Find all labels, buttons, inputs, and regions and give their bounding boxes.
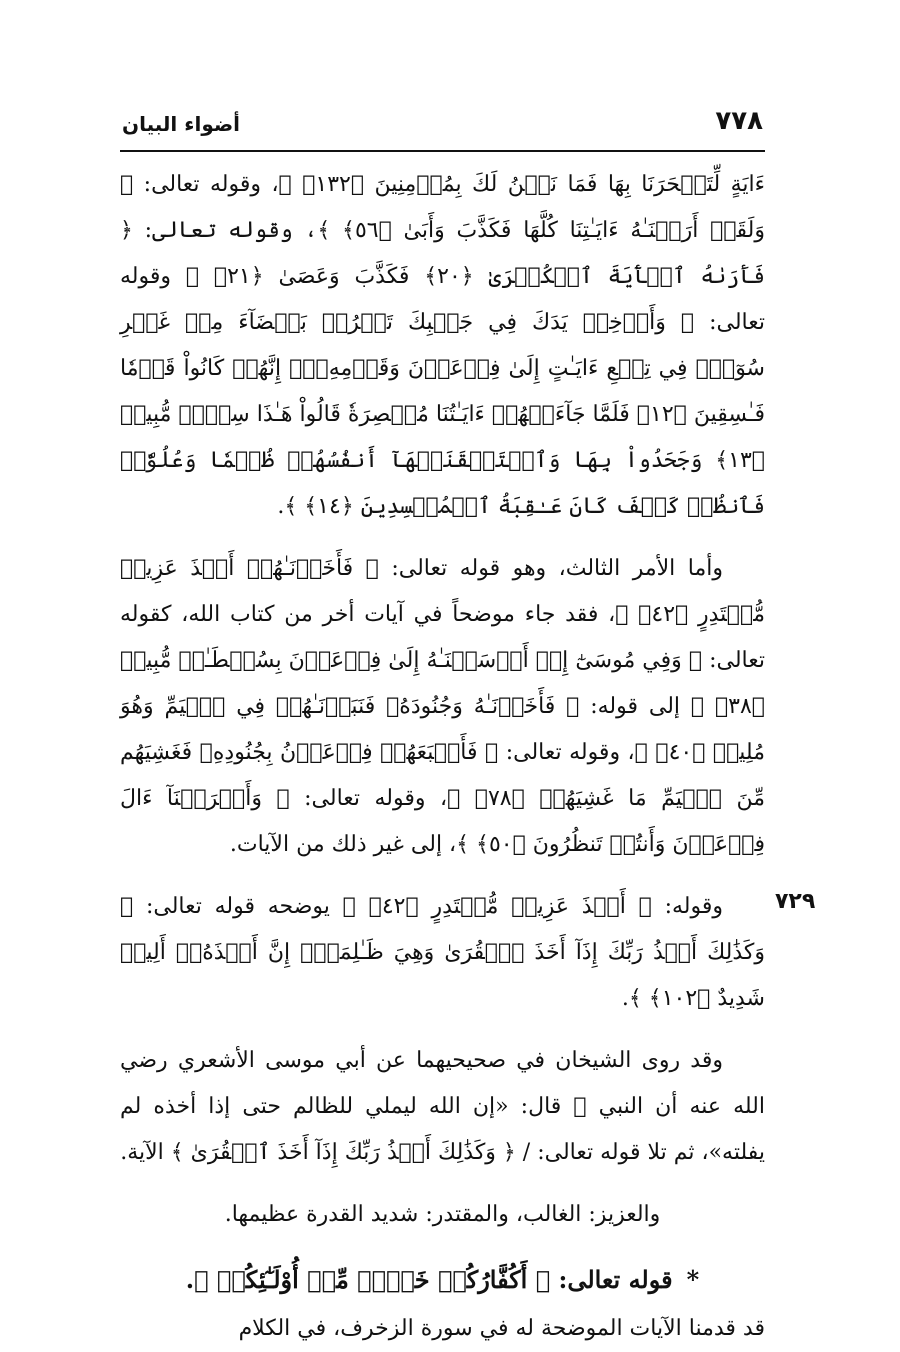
paragraph-final: قد قدمنا الآيات الموضحة له في سورة الزخرف، في الكلام [238, 1316, 765, 1341]
section-heading [120, 1254, 765, 1306]
page-header [120, 106, 765, 152]
paragraph-mighty-seizure: وقوله: ﴿ أَخۡذَ عَزِيزٖ مُّقۡتَدِرٍ ﴿٤٢﴾ ﴾ يوضحه قوله تعالى: ﴿ وَكَذَٰلِكَ أَخۡذُ رَبِّكَ إِذَآ أَخَذَ ٱلۡقُرَىٰ وَهِيَ ظَـٰلِمَةٌۚ إِنَّ أَخۡذَهُۥٓ أَلِيمٞ شَدِيدٌ ﴿١٠٢﴾ ﴾. [120, 894, 766, 1011]
running-title: أضواء البيان [122, 112, 241, 136]
marginal-page-reference: ٧٢٩ [775, 889, 816, 914]
paragraph-third-matter: وأما الأمر الثالث، وهو قوله تعالى: ﴿ فَأَخَذۡنَـٰهُمۡ أَخۡذَ عَزِيزٖ مُّقۡتَدِرٍ ﴿٤٢﴾ ﴾، فقد جاء موضحاً في آيات أخر من كتاب الله، كقوله تعالى: ﴿ وَفِي مُوسَىٰٓ إِذۡ أَرۡسَلۡنَـٰهُ إِلَىٰ فِرۡعَوۡنَ بِسُلۡطَـٰنٖ مُّبِينٖ ﴿٣٨﴾ ﴾ إلى قوله: ﴿ فَأَخَذۡنَـٰهُ وَجُنُودَهُۥ فَنَبَذۡنَـٰهُمۡ فِي ٱلۡيَمِّ وَهُوَ مُلِيمٞ ﴿٤٠﴾ ﴾، وقوله تعالى: ﴿ فَأَتۡبَعَهُمۡ فِرۡعَوۡنُ بِجُنُودِهِۦ فَغَشِيَهُم مِّنَ ٱلۡيَمِّ مَا غَشِيَهُمۡ ﴿٧٨﴾ ﴾، وقوله تعالى: ﴿ وَأَغۡرَقۡنَآ ءَالَ فِرۡعَوۡنَ وَأَنتُمۡ تَنظُرُونَ ﴿٥٠﴾ ﴾، إلى غير ذلك من الآيات. [120, 556, 766, 857]
page-body [120, 162, 765, 1352]
paragraph-hadith: وقد روى الشيخان في صحيحيهما عن أبي موسى الأشعري رضي الله عنه أن النبي ﷺ قال: «إن الله ليملي للظالم حتى إذا أخذه لم يفلته»، ثم تلا قوله تعالى: / ﴿ وَكَذَٰلِكَ أَخۡذُ رَبِّكَ إِذَآ أَخَذَ ٱلۡقُرَىٰ ﴾ الآية. [120, 1048, 765, 1165]
page-number: ٧٧٨ [715, 106, 763, 136]
paragraph-definitions: والعزيز: الغالب، والمقتدر: شديد القدرة عظيمها. [224, 1202, 661, 1227]
section-heading-text: قوله تعالى: ﴿ أَكُفَّارُكُمۡ خَيۡرٞ مِّنۡ أُوْلَـٰٓئِكُمۡ ﴾. [185, 1265, 673, 1294]
star-icon: * [686, 1265, 700, 1294]
paragraph-verses-continued: ءَايَةٍ لِّتَسۡحَرَنَا بِهَا فَمَا نَحۡنُ لَكَ بِمُؤۡمِنِينَ ﴿١٣٢﴾ ﴾، وقوله تعالى: ﴿ وَلَقَدۡ أَرَيۡنَـٰهُ ءَايَـٰتِنَا كُلَّهَا فَكَذَّبَ وَأَبَىٰ ﴿٥٦﴾ ﴾، وقوله تعالى: ﴿ فَأَرَىٰهُ ٱلۡأٓيَةَ ٱلۡكُبۡرَىٰ ﴿٢٠﴾ فَكَذَّبَ وَعَصَىٰ ﴿٢١﴾ ﴾ وقوله تعالى: ﴿ وَأَدۡخِلۡ يَدَكَ فِي جَيۡبِكَ تَخۡرُجۡ بَيۡضَآءَ مِنۡ غَيۡرِ سُوٓءٍۖ فِي تِسۡعِ ءَايَـٰتٍ إِلَىٰ فِرۡعَوۡنَ وَقَوۡمِهِۦٓۚ إِنَّهُمۡ كَانُواْ قَوۡمٗا فَـٰسِقِينَ ﴿١٢﴾ فَلَمَّا جَآءَتۡهُمۡ ءَايَـٰتُنَا مُبۡصِرَةٗ قَالُواْ هَـٰذَا سِحۡرٞ مُّبِينٞ ﴿١٣﴾ وَجَحَدُواْ بِهَا وَٱسۡتَيۡقَنَتۡهَآ أَنفُسُهُمۡ ظُلۡمٗا وَعُلُوّٗاۚ فَٱنظُرۡ كَيۡفَ كَانَ عَـٰقِبَةُ ٱلۡمُفۡسِدِينَ ﴿١٤﴾ ﴾. [120, 172, 766, 519]
